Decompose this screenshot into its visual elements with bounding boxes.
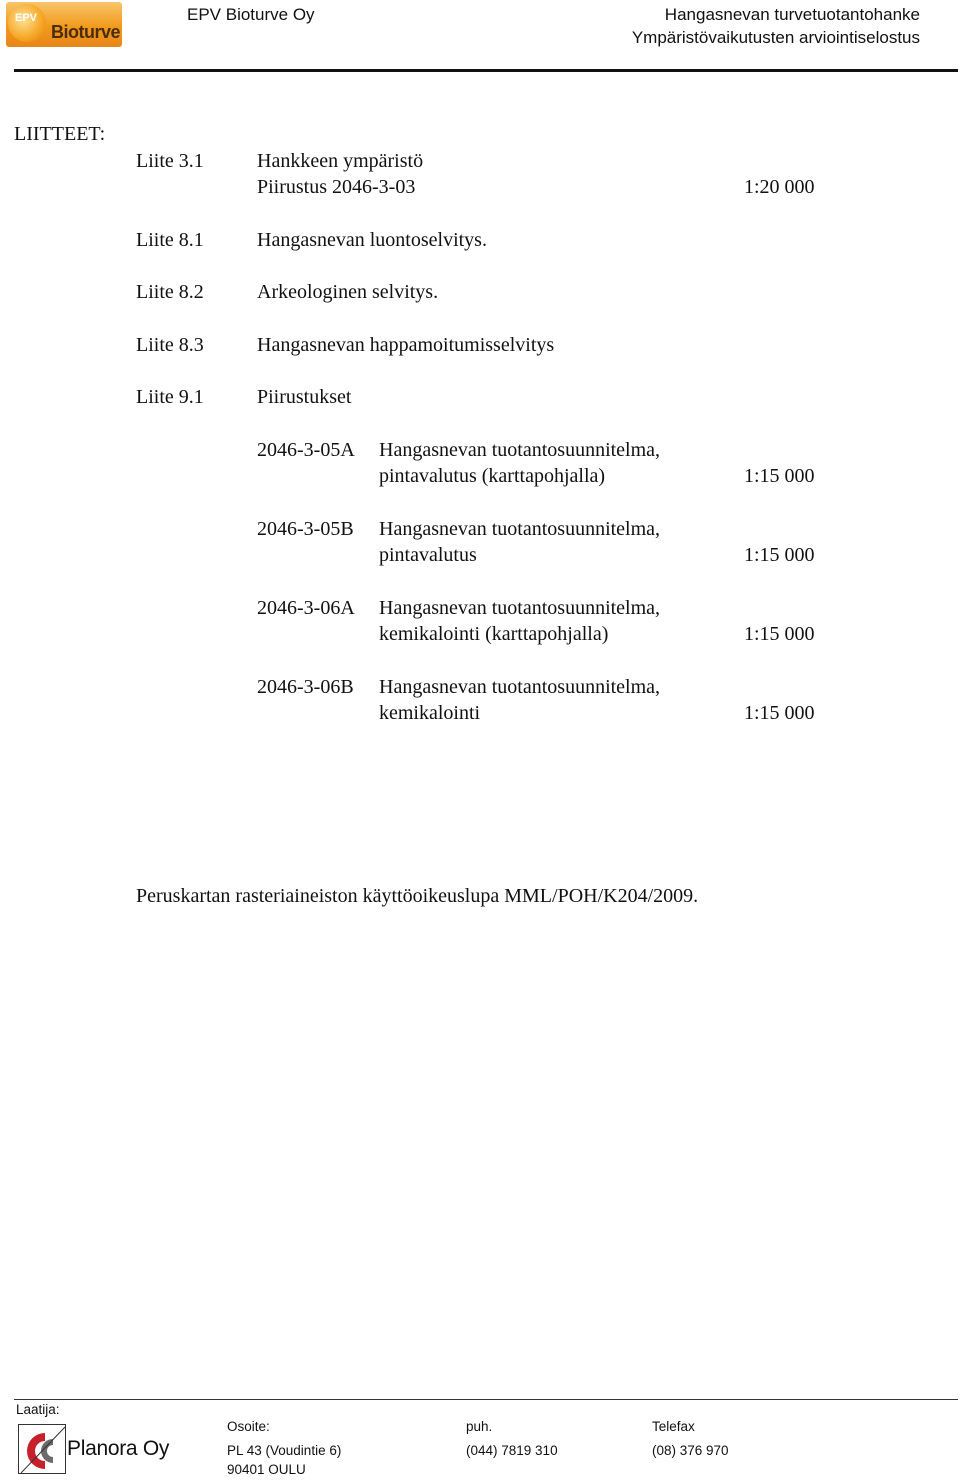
footer-phone-label: puh. bbox=[466, 1419, 493, 1434]
header-divider bbox=[14, 69, 958, 72]
footer-address-label: Osoite: bbox=[227, 1419, 270, 1434]
header-report: Ympäristövaikutusten arviointiselostus bbox=[631, 28, 920, 47]
license-note: Peruskartan rasteriaineiston käyttöoikeuslupa MML/POH/K204/2009. bbox=[136, 885, 699, 907]
drawing-code: 2046-3-05A bbox=[257, 439, 355, 461]
liite-3-1-drawing: Piirustus 2046-3-03 bbox=[257, 176, 416, 198]
liite-8-3-title: Hangasnevan happamoitumisselvitys bbox=[257, 334, 555, 356]
liite-8-3-label: Liite 8.3 bbox=[136, 334, 204, 356]
drawing-title-line1: Hangasnevan tuotantosuunnitelma, bbox=[379, 439, 661, 461]
footer-company: Planora Oy bbox=[67, 1437, 170, 1460]
bioturve-logo bbox=[6, 2, 122, 47]
footer-address-line2: 90401 OULU bbox=[227, 1462, 306, 1477]
drawing-title-line1: Hangasnevan tuotantosuunnitelma, bbox=[379, 518, 661, 540]
logo-epv-text: EPV bbox=[15, 12, 38, 24]
liite-8-1-label: Liite 8.1 bbox=[136, 229, 204, 251]
footer-fax-label: Telefax bbox=[652, 1419, 695, 1434]
footer-fax: (08) 376 970 bbox=[652, 1443, 729, 1458]
drawing-title-line2: kemikalointi (karttapohjalla) bbox=[379, 623, 609, 645]
footer-address-line1: PL 43 (Voudintie 6) bbox=[227, 1443, 342, 1458]
drawing-code: 2046-3-05B bbox=[257, 518, 354, 540]
liite-8-2-title: Arkeologinen selvitys. bbox=[257, 281, 439, 303]
footer-phone: (044) 7819 310 bbox=[466, 1443, 558, 1458]
drawing-scale: 1:15 000 bbox=[744, 623, 815, 645]
drawing-title-line1: Hangasnevan tuotantosuunnitelma, bbox=[379, 676, 661, 698]
liite-8-1-title: Hangasnevan luontoselvitys. bbox=[257, 229, 487, 251]
drawing-code: 2046-3-06B bbox=[257, 676, 354, 698]
drawing-scale: 1:15 000 bbox=[744, 465, 815, 487]
drawing-title-line2: pintavalutus bbox=[379, 544, 477, 566]
planora-logo bbox=[18, 1424, 66, 1474]
drawing-code: 2046-3-06A bbox=[257, 597, 355, 619]
appendices-heading: LIITTEET: bbox=[14, 123, 106, 145]
header-company: EPV Bioturve Oy bbox=[187, 5, 315, 24]
drawing-title-line1: Hangasnevan tuotantosuunnitelma, bbox=[379, 597, 661, 619]
footer-prepared-by-label: Laatija: bbox=[16, 1402, 60, 1417]
logo-name-text: Bioturve bbox=[51, 22, 121, 42]
drawing-scale: 1:15 000 bbox=[744, 544, 815, 566]
drawing-scale: 1:15 000 bbox=[744, 702, 815, 724]
liite-8-2-label: Liite 8.2 bbox=[136, 281, 204, 303]
liite-9-1-title: Piirustukset bbox=[257, 386, 352, 408]
drawing-title-line2: pintavalutus (karttapohjalla) bbox=[379, 465, 606, 487]
drawing-title-line2: kemikalointi bbox=[379, 702, 481, 724]
liite-9-1-label: Liite 9.1 bbox=[136, 386, 204, 408]
liite-3-1-scale: 1:20 000 bbox=[744, 176, 815, 198]
footer-divider bbox=[14, 1399, 958, 1400]
planora-logo-icon bbox=[19, 1425, 66, 1474]
liite-3-1-label: Liite 3.1 bbox=[136, 150, 204, 172]
header-project: Hangasnevan turvetuotantohanke bbox=[664, 5, 920, 24]
liite-3-1-title: Hankkeen ympäristö bbox=[257, 150, 424, 172]
